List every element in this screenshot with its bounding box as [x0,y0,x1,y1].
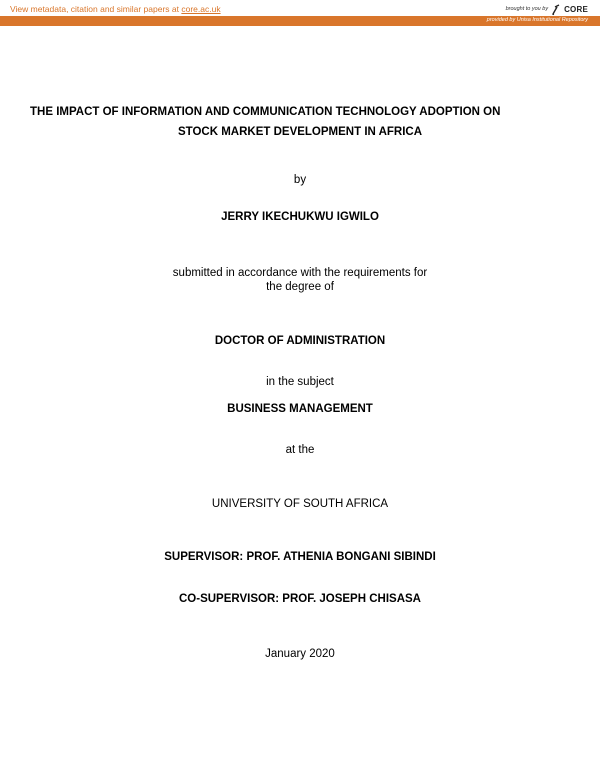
core-link-url[interactable]: core.ac.uk [181,4,221,14]
submission-date: January 2020 [265,648,335,660]
core-brand-name: CORE [564,4,588,14]
provided-by-text[interactable]: provided by Unisa Institutional Repository [486,17,588,23]
core-logo-icon [551,3,561,15]
title-line-1: THE IMPACT OF INFORMATION AND COMMUNICATION TECHNOLOGY ADOPTION ON [30,106,501,118]
author-name: JERRY IKECHUKWU IGWILO [221,211,379,223]
core-banner [0,0,600,16]
co-supervisor: CO-SUPERVISOR: PROF. JOSEPH CHISASA [179,593,421,605]
by-text: by [293,174,307,186]
core-link-text: View metadata, citation and similar papers at [10,4,182,14]
brought-to-you-by: brought to you by [505,6,549,12]
submission-line-2: the degree of [266,281,334,293]
submission-line-1: submitted in accordance with the requirements for [172,267,428,279]
core-provided-bar [0,16,600,26]
core-brand[interactable] [506,3,588,15]
core-metadata-link[interactable] [10,4,221,14]
subject-name: BUSINESS MANAGEMENT [227,403,373,415]
subject-intro: in the subject [266,376,334,388]
degree-name: DOCTOR OF ADMINISTRATION [214,335,386,347]
university-name: UNIVERSITY OF SOUTH AFRICA [211,498,389,510]
title-line-2: STOCK MARKET DEVELOPMENT IN AFRICA [177,126,423,138]
supervisor: SUPERVISOR: PROF. ATHENIA BONGANI SIBINDI [164,551,436,563]
at-the-text: at the [285,444,315,456]
